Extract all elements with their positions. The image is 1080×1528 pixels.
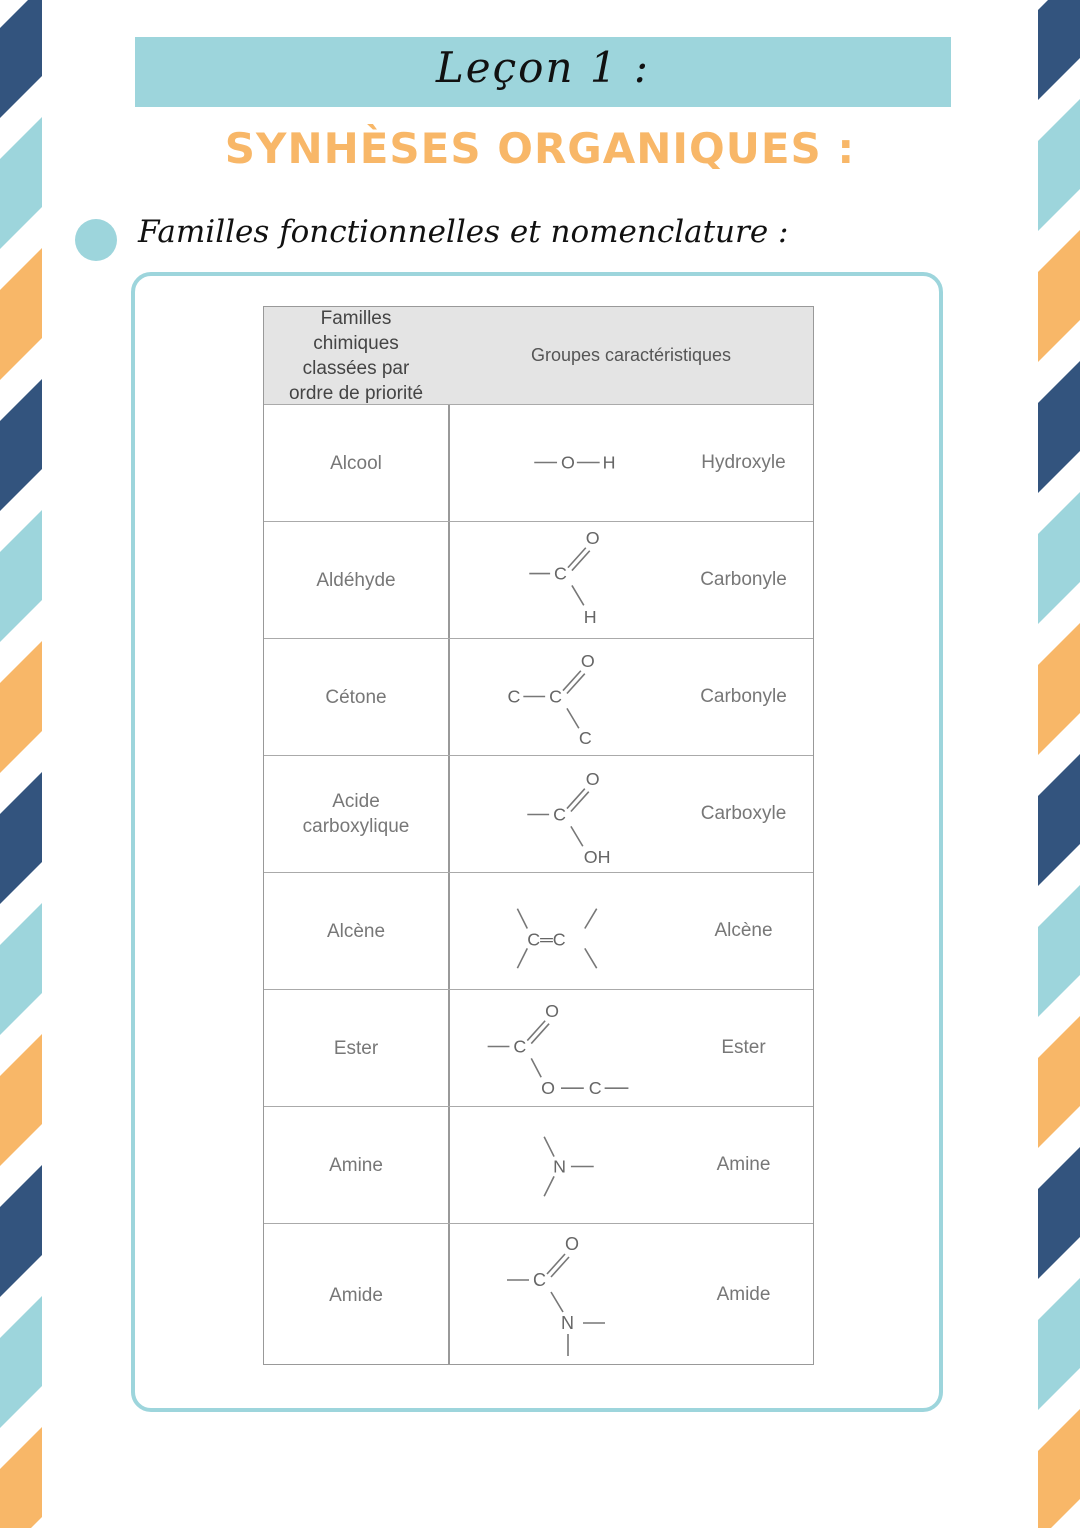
table-header-row xyxy=(264,307,813,405)
atom-label: C xyxy=(554,563,567,584)
table-row xyxy=(264,639,813,756)
ketone-formula xyxy=(449,639,674,755)
atom-label: C═C xyxy=(527,929,566,950)
stripe-segment xyxy=(0,510,42,642)
atom-label: O xyxy=(561,452,575,473)
stripe-segment xyxy=(1038,230,1080,362)
atom-label: C xyxy=(553,804,566,825)
stripe-segment xyxy=(1038,361,1080,493)
family-name: Alcool xyxy=(330,452,382,474)
atom-label: OH xyxy=(583,847,611,868)
ester-formula xyxy=(449,990,674,1106)
right-stripe-border xyxy=(1038,0,1080,1528)
stripe-segment xyxy=(1038,1016,1080,1148)
group-name: Hydroxyle xyxy=(701,452,786,473)
group-name: Carbonyle xyxy=(700,569,787,590)
stripe-segment xyxy=(0,1427,42,1528)
atom-label: C xyxy=(549,686,562,707)
atom-label: C xyxy=(533,1270,546,1290)
stripe-segment xyxy=(0,772,42,904)
stripe-segment xyxy=(1038,754,1080,886)
group-name: Amine xyxy=(716,1154,771,1175)
amide-formula xyxy=(449,1224,674,1366)
table-row xyxy=(264,756,813,873)
atom-label: C xyxy=(513,1036,527,1057)
group-name: Alcène xyxy=(714,920,773,941)
group-name: Ester xyxy=(721,1037,766,1058)
stripe-segment xyxy=(1038,492,1080,624)
table-row xyxy=(264,1224,813,1366)
stripe-segment xyxy=(0,903,42,1035)
family-name: Cétone xyxy=(325,686,387,708)
table-row xyxy=(264,522,813,639)
header-families: Familles chimiques classées par ordre de priorité xyxy=(288,307,424,404)
header-groups: Groupes caractéristiques xyxy=(530,345,732,365)
table-row xyxy=(264,990,813,1107)
atom-label: H xyxy=(583,607,597,628)
alkene-formula xyxy=(449,873,674,989)
stripe-segment xyxy=(1038,1278,1080,1410)
stripe-segment xyxy=(1038,623,1080,755)
atom-label: O xyxy=(545,1000,560,1021)
table-row xyxy=(264,1107,813,1224)
atom-label: N xyxy=(553,1156,566,1177)
aldehyde-formula xyxy=(449,522,674,638)
atom-label: H xyxy=(602,452,616,473)
atom-label: O xyxy=(585,768,600,789)
stripe-segment xyxy=(0,1165,42,1297)
family-name: Amine xyxy=(329,1154,383,1176)
stripe-segment xyxy=(0,1034,42,1166)
atom-label: O xyxy=(565,1234,580,1254)
atom-label: C xyxy=(507,686,521,707)
section-title: Familles fonctionnelles et nomenclature : xyxy=(138,214,789,250)
carboxyl-formula xyxy=(449,756,674,872)
stripe-segment xyxy=(0,248,42,380)
stripe-segment xyxy=(1038,0,1080,100)
group-name: Carbonyle xyxy=(700,686,787,707)
family-name: Ester xyxy=(333,1037,379,1059)
group-name: Amide xyxy=(716,1284,771,1305)
lesson-title: Leçon 1 : xyxy=(435,43,651,92)
family-name: Acide carboxylique xyxy=(302,791,410,837)
atom-label: N xyxy=(561,1313,574,1333)
left-stripe-border xyxy=(0,0,42,1528)
atom-label: C xyxy=(588,1078,602,1099)
family-name: Amide xyxy=(329,1284,383,1306)
hydroxyl-formula xyxy=(449,405,674,521)
atom-label: O xyxy=(585,527,600,548)
stripe-segment xyxy=(0,641,42,773)
family-name: Alcène xyxy=(326,920,386,942)
stripe-segment xyxy=(0,1296,42,1428)
stripe-segment xyxy=(1038,1409,1080,1528)
lesson-header-band xyxy=(135,37,951,107)
group-name: Carboxyle xyxy=(700,803,787,824)
functional-groups-table xyxy=(263,306,814,1365)
table-row xyxy=(264,873,813,990)
atom-label: O xyxy=(580,650,595,671)
atom-label: C xyxy=(578,728,592,749)
stripe-segment xyxy=(0,0,42,118)
bullet-dot xyxy=(75,219,117,261)
table-row xyxy=(264,405,813,522)
family-name: Aldéhyde xyxy=(316,569,396,591)
amine-formula xyxy=(449,1107,674,1223)
page-title: SYNHÈSES ORGANIQUES : xyxy=(224,124,856,173)
stripe-segment xyxy=(0,379,42,511)
stripe-segment xyxy=(1038,1147,1080,1279)
stripe-segment xyxy=(1038,885,1080,1017)
atom-label: O xyxy=(541,1078,556,1099)
